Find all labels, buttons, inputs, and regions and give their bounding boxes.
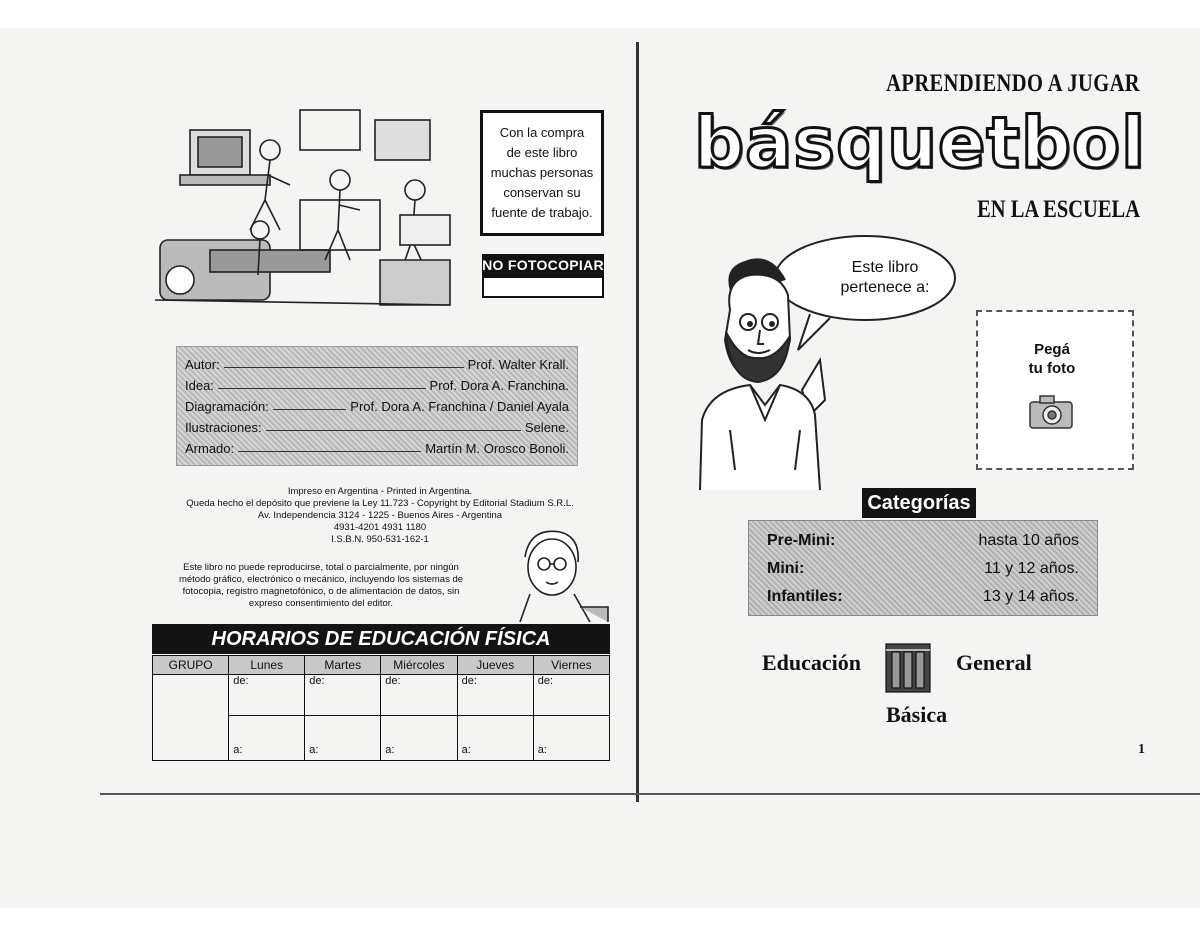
group-cell[interactable]: [153, 675, 229, 761]
category-row: [767, 583, 1079, 611]
legal-line: expreso consentimiento del editor.: [248, 598, 394, 609]
credit-value: Prof. Walter Krall.: [467, 357, 569, 372]
category-row: [767, 555, 1079, 583]
credit-label: Autor:: [185, 357, 220, 372]
purchase-notice-box: [480, 110, 604, 236]
category-label: Mini:: [767, 560, 805, 577]
credit-row: [185, 372, 569, 393]
category-value: hasta 10 años: [978, 532, 1079, 549]
to-cell[interactable]: a:: [533, 716, 609, 761]
from-cell[interactable]: de:: [305, 675, 381, 716]
imprint-line: 4931-4201 4931 1180: [333, 522, 427, 533]
schedule-title: HORARIOS DE EDUCACIÓN FÍSICA: [152, 624, 610, 654]
schedule-header: Lunes: [229, 656, 305, 675]
to-cell[interactable]: a:: [305, 716, 381, 761]
schedule-header: Viernes: [533, 656, 609, 675]
legal-line: Este libro no puede reproducirse, total o parcialmente, por ningún: [183, 562, 459, 573]
schedule-header: GRUPO: [153, 656, 229, 675]
credit-row: [185, 414, 569, 435]
main-title: básquetbol: [693, 102, 1147, 184]
credit-value: Prof. Dora A. Franchina / Daniel Ayala: [350, 399, 569, 414]
subtitle: EN LA ESCUELA: [977, 196, 1140, 223]
no-photocopy-banner: NO FOTOCOPIAR: [482, 254, 604, 276]
photo-line: tu foto: [1028, 360, 1076, 377]
credit-dotted-line: [238, 451, 421, 452]
schedule-table: [152, 655, 610, 761]
no-photocopy-mirrored: [482, 276, 604, 298]
legal-line: fotocopia, registro magnetofónico, o de alimentación de datos, sin: [182, 586, 460, 597]
bottom-crease: [100, 793, 1200, 795]
credit-dotted-line: [224, 367, 464, 368]
credit-row: [185, 393, 569, 414]
education-word: Educación: [762, 650, 862, 675]
notice-line: de este libro: [506, 145, 578, 160]
schedule-header: Jueves: [457, 656, 533, 675]
categories-badge: Categorías: [862, 488, 976, 518]
notice-line: fuente de trabajo.: [491, 205, 593, 220]
schedule-header: Miércoles: [381, 656, 457, 675]
photo-line: Pegá: [1034, 341, 1070, 358]
from-cell[interactable]: de:: [533, 675, 609, 716]
from-cell[interactable]: de:: [229, 675, 305, 716]
credit-label: Armado:: [185, 441, 235, 456]
credit-dotted-line: [218, 388, 426, 389]
imprint-line: Queda hecho el depósito que previene la Ley 11.723 - Copyright by Editorial Stadium S.R.L.: [186, 498, 574, 509]
page-number: 1: [1138, 742, 1145, 757]
office-workers-illustration: [150, 90, 470, 330]
credit-label: Idea:: [185, 378, 214, 393]
credit-label: Ilustraciones:: [185, 420, 262, 435]
from-cell[interactable]: de:: [381, 675, 457, 716]
to-cell[interactable]: a:: [229, 716, 305, 761]
from-cell[interactable]: de:: [457, 675, 533, 716]
general-word: General: [956, 650, 1032, 675]
notice-line: Con la compra: [499, 125, 585, 140]
legal-notice: [146, 562, 496, 610]
speech-line: Este libro: [851, 259, 919, 276]
category-label: Infantiles:: [767, 588, 843, 605]
imprint-line: I.S.B.N. 950-531-162-1: [331, 534, 429, 545]
center-fold: [636, 42, 639, 802]
credit-dotted-line: [273, 409, 346, 410]
credits-box: [176, 346, 578, 466]
credit-row: [185, 435, 569, 456]
camera-icon: [1026, 392, 1076, 432]
basica-word: Básica: [886, 702, 948, 727]
credit-value: Selene.: [524, 420, 569, 435]
category-label: Pre-Mini:: [767, 532, 836, 549]
speech-line: pertenece a:: [840, 279, 930, 296]
credit-row: [185, 351, 569, 372]
imprint-line: Impreso en Argentina - Printed in Argentina.: [287, 486, 473, 497]
photo-placeholder-text: [992, 340, 1112, 378]
notice-line: conservan su: [503, 185, 581, 200]
credit-value: Prof. Dora A. Franchina.: [429, 378, 569, 393]
categories-box: [748, 520, 1098, 616]
speech-bubble-text: [820, 258, 950, 298]
photo-placeholder-frame[interactable]: [976, 310, 1134, 470]
imprint-line: Av. Independencia 3124 - 1225 - Buenos Aires - Argentina: [257, 510, 503, 521]
category-row: [767, 527, 1079, 555]
student-illustration: [500, 522, 610, 622]
credit-dotted-line: [266, 430, 521, 431]
stadium-publisher-logo: [882, 640, 938, 696]
schedule-from-row: [153, 675, 610, 716]
category-value: 13 y 14 años.: [982, 588, 1079, 605]
credit-label: Diagramación:: [185, 399, 269, 414]
to-cell[interactable]: a:: [381, 716, 457, 761]
legal-line: método gráfico, electrónico o mecánico, incluyendo los sistemas de: [178, 574, 464, 585]
schedule-header: Martes: [305, 656, 381, 675]
schedule-header-row: [153, 656, 610, 675]
credit-value: Martín M. Orosco Bonoli.: [425, 441, 569, 456]
notice-line: muchas personas: [490, 165, 594, 180]
category-value: 11 y 12 años.: [984, 560, 1079, 577]
series-title: APRENDIENDO A JUGAR: [886, 70, 1140, 97]
to-cell[interactable]: a:: [457, 716, 533, 761]
